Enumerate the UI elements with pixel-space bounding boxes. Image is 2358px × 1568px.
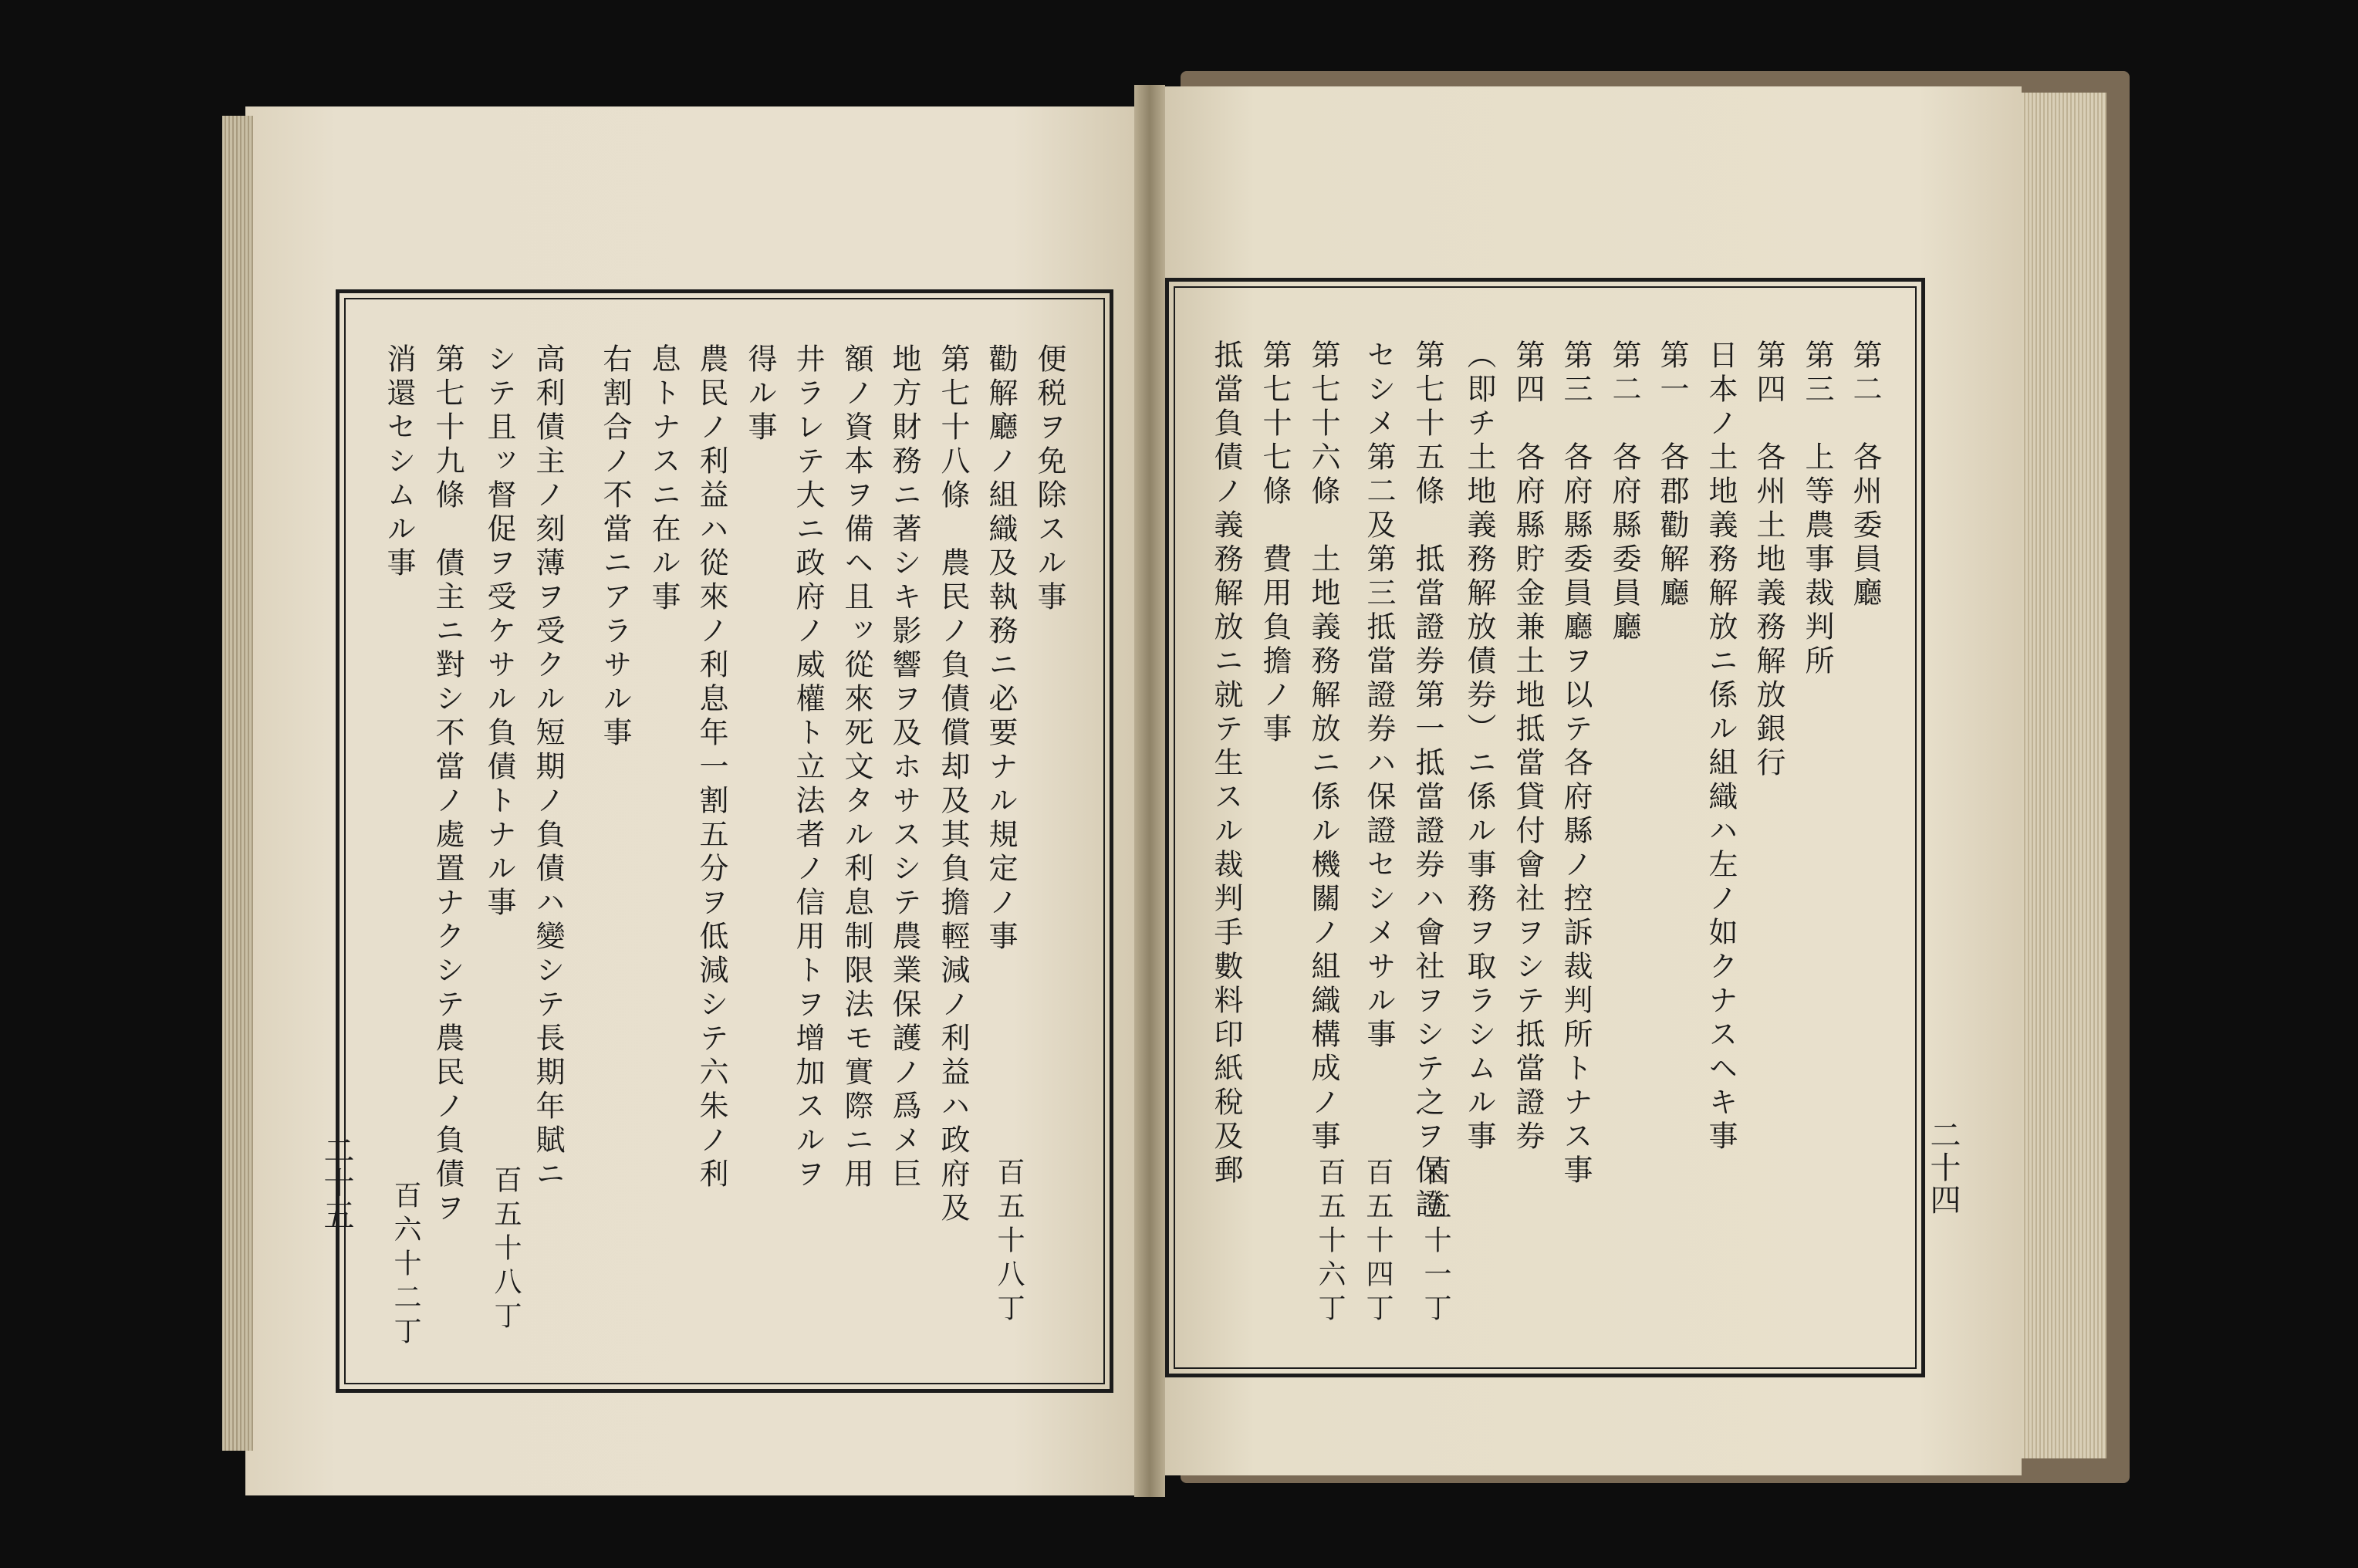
text-column: 消還セシムル事 <box>382 343 416 581</box>
text-column: 農民ノ利益ハ從來ノ利息年一割五分ヲ低減シテ六朱ノ利 <box>694 343 728 1192</box>
text-column: 第二 各府縣委員廳 <box>1607 340 1641 645</box>
text-column: 額ノ資本ヲ備ヘ且ッ從來死文タル利息制限法モ實際ニ用 <box>839 343 873 1192</box>
text-column: 井ラレテ大ニ政府ノ威權ト立法者ノ信用トヲ增加スルヲ <box>791 343 825 1192</box>
text-column: 第四 各州土地義務解放銀行 <box>1752 340 1785 781</box>
page-number-left: 二十五 <box>319 1134 354 1232</box>
text-column: 抵當負債ノ義務解放ニ就テ生スル裁判手數料印紙稅及郵 <box>1209 340 1243 1188</box>
text-column: シテ且ッ督促ヲ受ケサル負債トナル事 <box>482 343 516 921</box>
text-column: セシメ第二及第三抵當證券ハ保證セシメサル事 <box>1362 340 1396 1053</box>
book-gutter <box>1134 85 1165 1497</box>
text-column: 便税ヲ免除スル事 <box>1032 343 1066 615</box>
text-column: 高利債主ノ刻薄ヲ受クル短期ノ負債ハ變シテ長期年賦ニ <box>531 343 565 1192</box>
text-column: 第二 各州委員廳 <box>1848 340 1882 611</box>
text-column: 第七十五條 抵當證券第一抵當證券ハ會社ヲシテ之ヲ保證 <box>1410 340 1444 1222</box>
page-reference: 百六十二丁 <box>390 1181 421 1350</box>
text-column: 得ル事 <box>743 343 777 445</box>
text-column: 第三 上等農事裁判所 <box>1800 340 1834 679</box>
text-column: 第一 各郡勸解廳 <box>1655 340 1689 611</box>
text-column: 息トナスニ在ル事 <box>647 343 681 615</box>
text-column: 勸解廳ノ組織及執務ニ必要ナル規定ノ事 <box>984 343 1018 955</box>
page-reference: 百五十八丁 <box>490 1165 522 1335</box>
text-column: 第七十六條 土地義務解放ニ係ル機關ノ組織構成ノ事 <box>1306 340 1340 1154</box>
page-edges-left <box>222 116 253 1451</box>
text-column: 第七十八條 農民ノ負債償却及其負擔輕減ノ利益ハ政府及 <box>936 343 970 1226</box>
text-column: 地方財務ニ著シキ影響ヲ及ホサスシテ農業保護ノ爲メ巨 <box>887 343 921 1192</box>
text-column: 日本ノ土地義務解放ニ係ル組織ハ左ノ如クナスヘキ事 <box>1704 340 1738 1154</box>
text-column: （即チ土地義務解放債券）ニ係ル事務ヲ取ラシムル事 <box>1462 340 1496 1154</box>
page-reference: 百五十八丁 <box>993 1157 1025 1327</box>
page-reference: 百五十六丁 <box>1314 1157 1346 1327</box>
text-column: 第七十九條 債主ニ對シ不當ノ處置ナクシテ農民ノ負債ヲ <box>431 343 465 1226</box>
text-column: 第三 各府縣委員廳ヲ以テ各府縣ノ控訴裁判所トナス事 <box>1559 340 1593 1188</box>
page-number-right: 二十四 <box>1925 1119 1961 1216</box>
page-reference: 百五十一丁 <box>1420 1157 1451 1327</box>
text-column: 第七十七條 費用負擔ノ事 <box>1258 340 1292 747</box>
page-reference: 百五十四丁 <box>1362 1157 1394 1327</box>
text-column: 第四 各府縣貯金兼土地抵當貸付會社ヲシテ抵當證券 <box>1511 340 1545 1154</box>
text-column: 右割合ノ不當ニアラサル事 <box>598 343 632 751</box>
